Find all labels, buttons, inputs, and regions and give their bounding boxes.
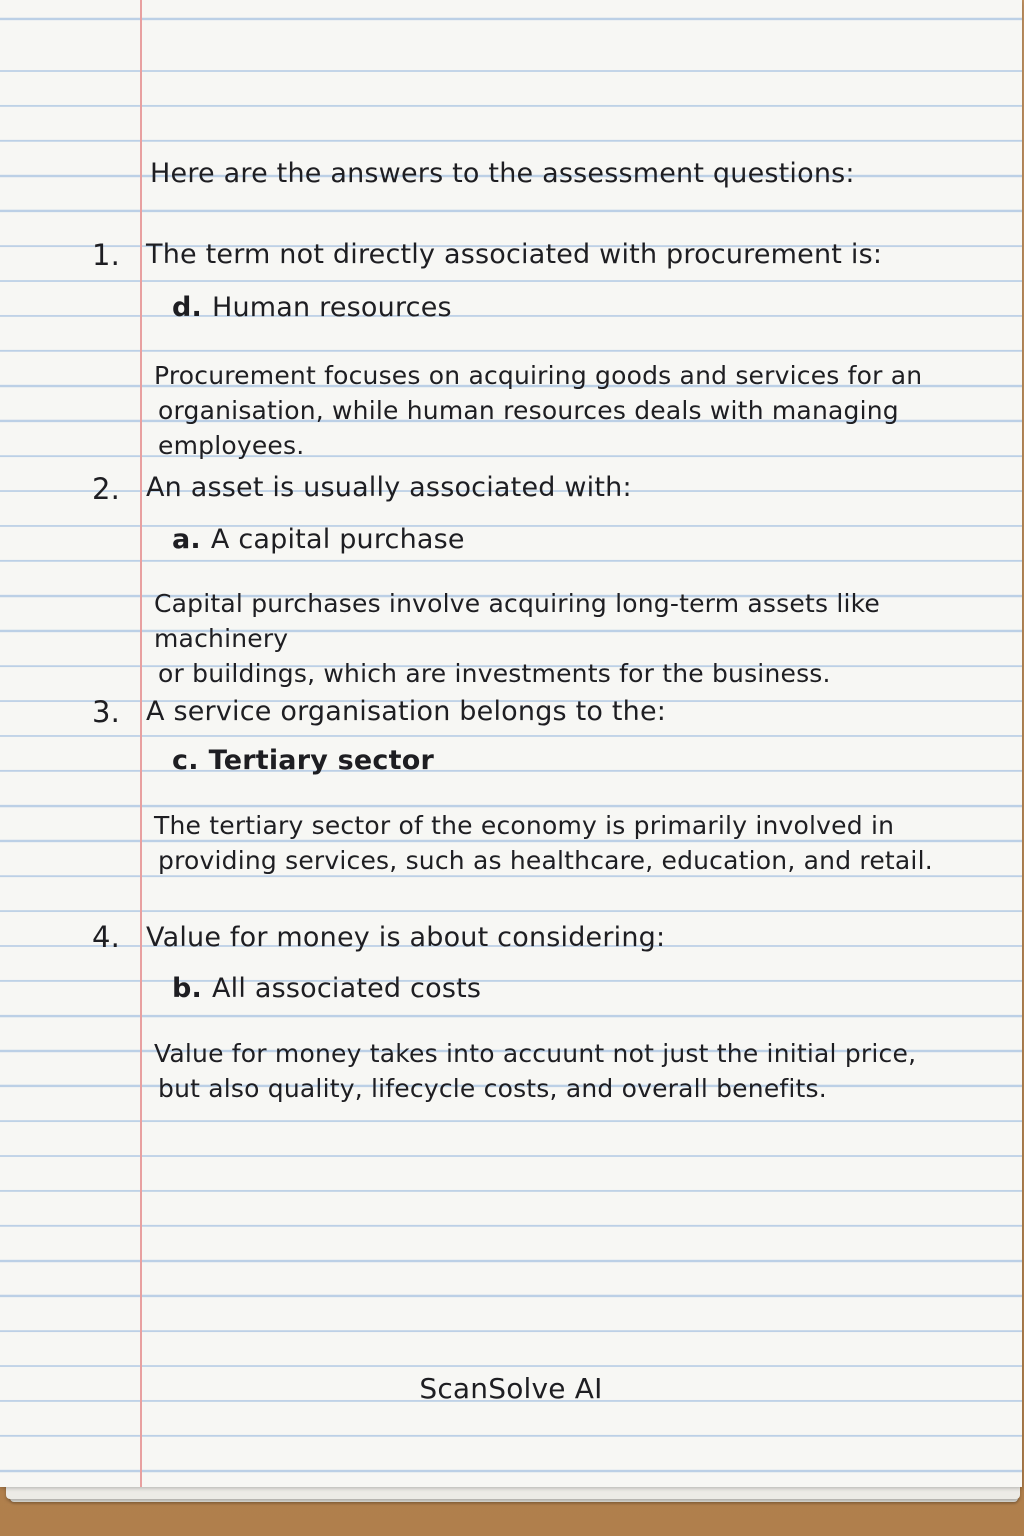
- answer: [172, 292, 452, 323]
- question-number: 2.: [92, 472, 121, 506]
- question-text: A service organisation belongs to the:: [146, 696, 667, 727]
- explanation-line: providing services, such as healthcare, education, and retail.: [158, 846, 933, 875]
- answer-letter: b.: [172, 973, 202, 1004]
- explanation-line: Procurement focuses on acquiring goods and services for an: [154, 361, 923, 390]
- question-number: 4.: [92, 920, 121, 954]
- answer-text: A capital purchase: [210, 524, 465, 555]
- explanation: [154, 808, 974, 878]
- margin-line: [140, 0, 142, 1487]
- explanation-line: or buildings, which are investments for the business.: [158, 659, 831, 688]
- explanation: [154, 586, 974, 691]
- answer: [172, 745, 434, 776]
- intro-text: Here are the answers to the assessment questions:: [150, 158, 855, 189]
- explanation-line: The tertiary sector of the economy is primarily involved in: [154, 811, 895, 840]
- answer-text: All associated costs: [211, 973, 482, 1004]
- explanation-line: but also quality, lifecycle costs, and overall benefits.: [158, 1074, 827, 1103]
- answer-text: Tertiary sector: [208, 745, 434, 776]
- explanation: [154, 1036, 974, 1106]
- answer-letter: d.: [172, 292, 202, 323]
- explanation-line: organisation, while human resources deals with managing employees.: [158, 396, 899, 460]
- question-number: 3.: [92, 695, 121, 729]
- question-text: Value for money is about considering:: [146, 922, 666, 953]
- footer-brand: ScanSolve AI: [419, 1372, 603, 1405]
- answer-text: Human resources: [211, 292, 452, 323]
- answer-letter: a.: [172, 524, 201, 555]
- question-text: An asset is usually associated with:: [146, 472, 632, 503]
- answer: [172, 524, 465, 555]
- question-text: The term not directly associated with procurement is:: [146, 239, 883, 270]
- answer-letter: c.: [172, 745, 199, 776]
- explanation-line: Value for money takes into accuunt not just the initial price,: [154, 1039, 917, 1068]
- answer: [172, 973, 481, 1004]
- explanation-line: Capital purchases involve acquiring long-term assets like machinery: [154, 589, 880, 653]
- explanation: [154, 358, 974, 463]
- question-number: 1.: [92, 238, 121, 272]
